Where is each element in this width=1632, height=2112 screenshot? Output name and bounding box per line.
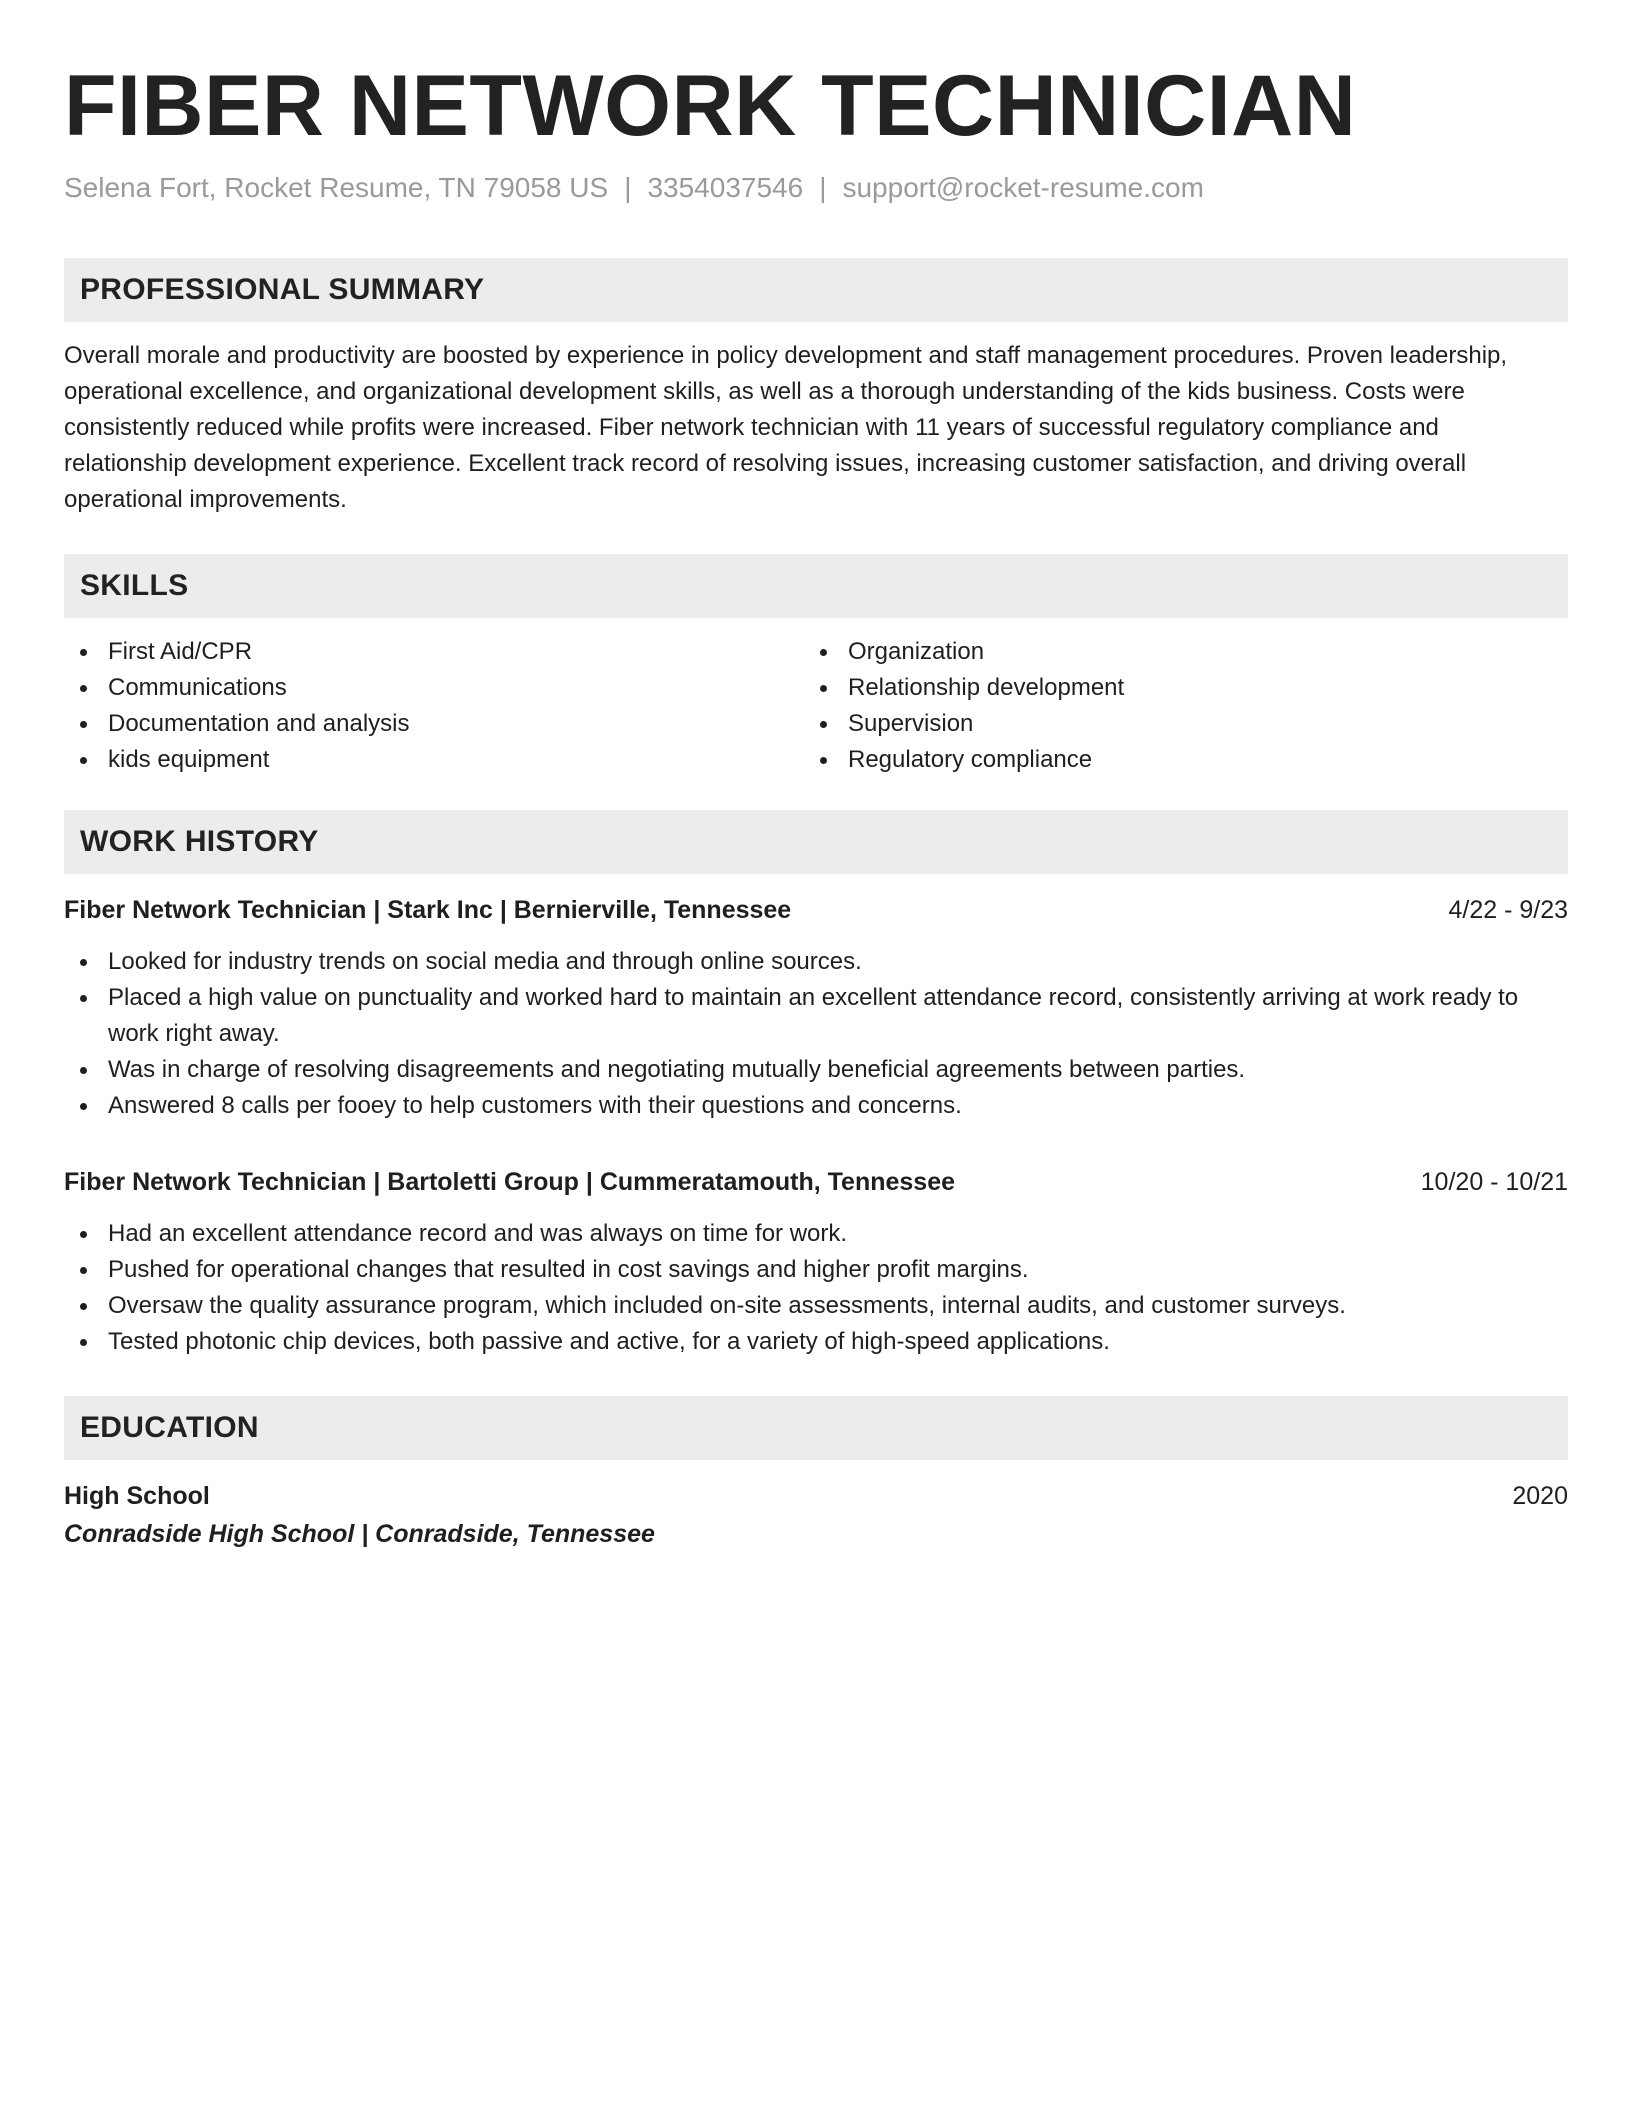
contact-separator: |: [819, 172, 827, 203]
job-bullet: Oversaw the quality assurance program, which included on-site assessments, internal audits, and customer surveys.: [64, 1288, 1568, 1324]
job-bullet: Was in charge of resolving disagreements and negotiating mutually beneficial agreements between parties.: [64, 1052, 1568, 1088]
skill-item: Organization: [804, 634, 1544, 670]
job-title: Fiber Network Technician | Stark Inc | Bernierville, Tennessee: [64, 896, 792, 924]
education-school: Conradside High School | Conradside, Tennessee: [64, 1520, 655, 1548]
contact-address: Selena Fort, Rocket Resume, TN 79058 US: [64, 172, 609, 203]
job-bullet: Answered 8 calls per fooey to help customers with their questions and concerns.: [64, 1088, 1568, 1124]
job-title: Fiber Network Technician | Bartoletti Group | Cummeratamouth, Tennessee: [64, 1168, 956, 1196]
job-entry: [64, 1164, 1568, 1360]
job-bullet: Placed a high value on punctuality and worked hard to maintain an excellent attendance record, consistently arriving at work ready to work right away.: [64, 980, 1568, 1052]
skill-item: Supervision: [804, 706, 1544, 742]
job-bullet: Pushed for operational changes that resulted in cost savings and higher profit margins.: [64, 1252, 1568, 1288]
skill-item: kids equipment: [64, 742, 804, 778]
skill-item: Relationship development: [804, 670, 1544, 706]
summary-heading: PROFESSIONAL SUMMARY: [64, 258, 1568, 322]
skills-heading: SKILLS: [64, 554, 1568, 618]
skills-column-left: [64, 634, 804, 778]
skills-list: [64, 634, 1568, 778]
work-history-heading: WORK HISTORY: [64, 810, 1568, 874]
job-bullet: Looked for industry trends on social media and through online sources.: [64, 944, 1568, 980]
skill-item: Documentation and analysis: [64, 706, 804, 742]
job-dates: 4/22 - 9/23: [1448, 896, 1568, 924]
job-bullet: Tested photonic chip devices, both passive and active, for a variety of high-speed applications.: [64, 1324, 1568, 1360]
contact-separator: |: [624, 172, 632, 203]
job-entry: [64, 892, 1568, 1124]
skill-item: First Aid/CPR: [64, 634, 804, 670]
education-header: [64, 1478, 1568, 1514]
skill-item: Regulatory compliance: [804, 742, 1544, 778]
education-heading: EDUCATION: [64, 1396, 1568, 1460]
summary-text: Overall morale and productivity are boosted by experience in policy development and staff management procedures. Proven leadership, operational excellence, and organizational development skills, as well as a thorough understanding of the kids business. Costs were consistently reduced while profits were increased. Fiber network technician with 11 years of successful regulatory compliance and relationship development experience. Excellent track record of resolving issues, increasing customer satisfaction, and driving overall operational improvements.: [64, 342, 1508, 513]
resume-title: FIBER NETWORK TECHNICIAN: [64, 58, 1357, 154]
skill-item: Communications: [64, 670, 804, 706]
job-bullets: [64, 944, 1568, 1124]
contact-phone: 3354037546: [647, 172, 804, 203]
contact-email: support@rocket-resume.com: [842, 172, 1204, 203]
skills-column-right: [804, 634, 1544, 778]
job-header: [64, 1164, 1568, 1200]
education-degree: High School: [64, 1482, 210, 1510]
job-bullet: Had an excellent attendance record and was always on time for work.: [64, 1216, 1568, 1252]
job-dates: 10/20 - 10/21: [1420, 1168, 1568, 1196]
contact-line: [64, 168, 1568, 208]
job-header: [64, 892, 1568, 928]
job-bullets: [64, 1216, 1568, 1360]
education-year: 2020: [1512, 1482, 1568, 1510]
